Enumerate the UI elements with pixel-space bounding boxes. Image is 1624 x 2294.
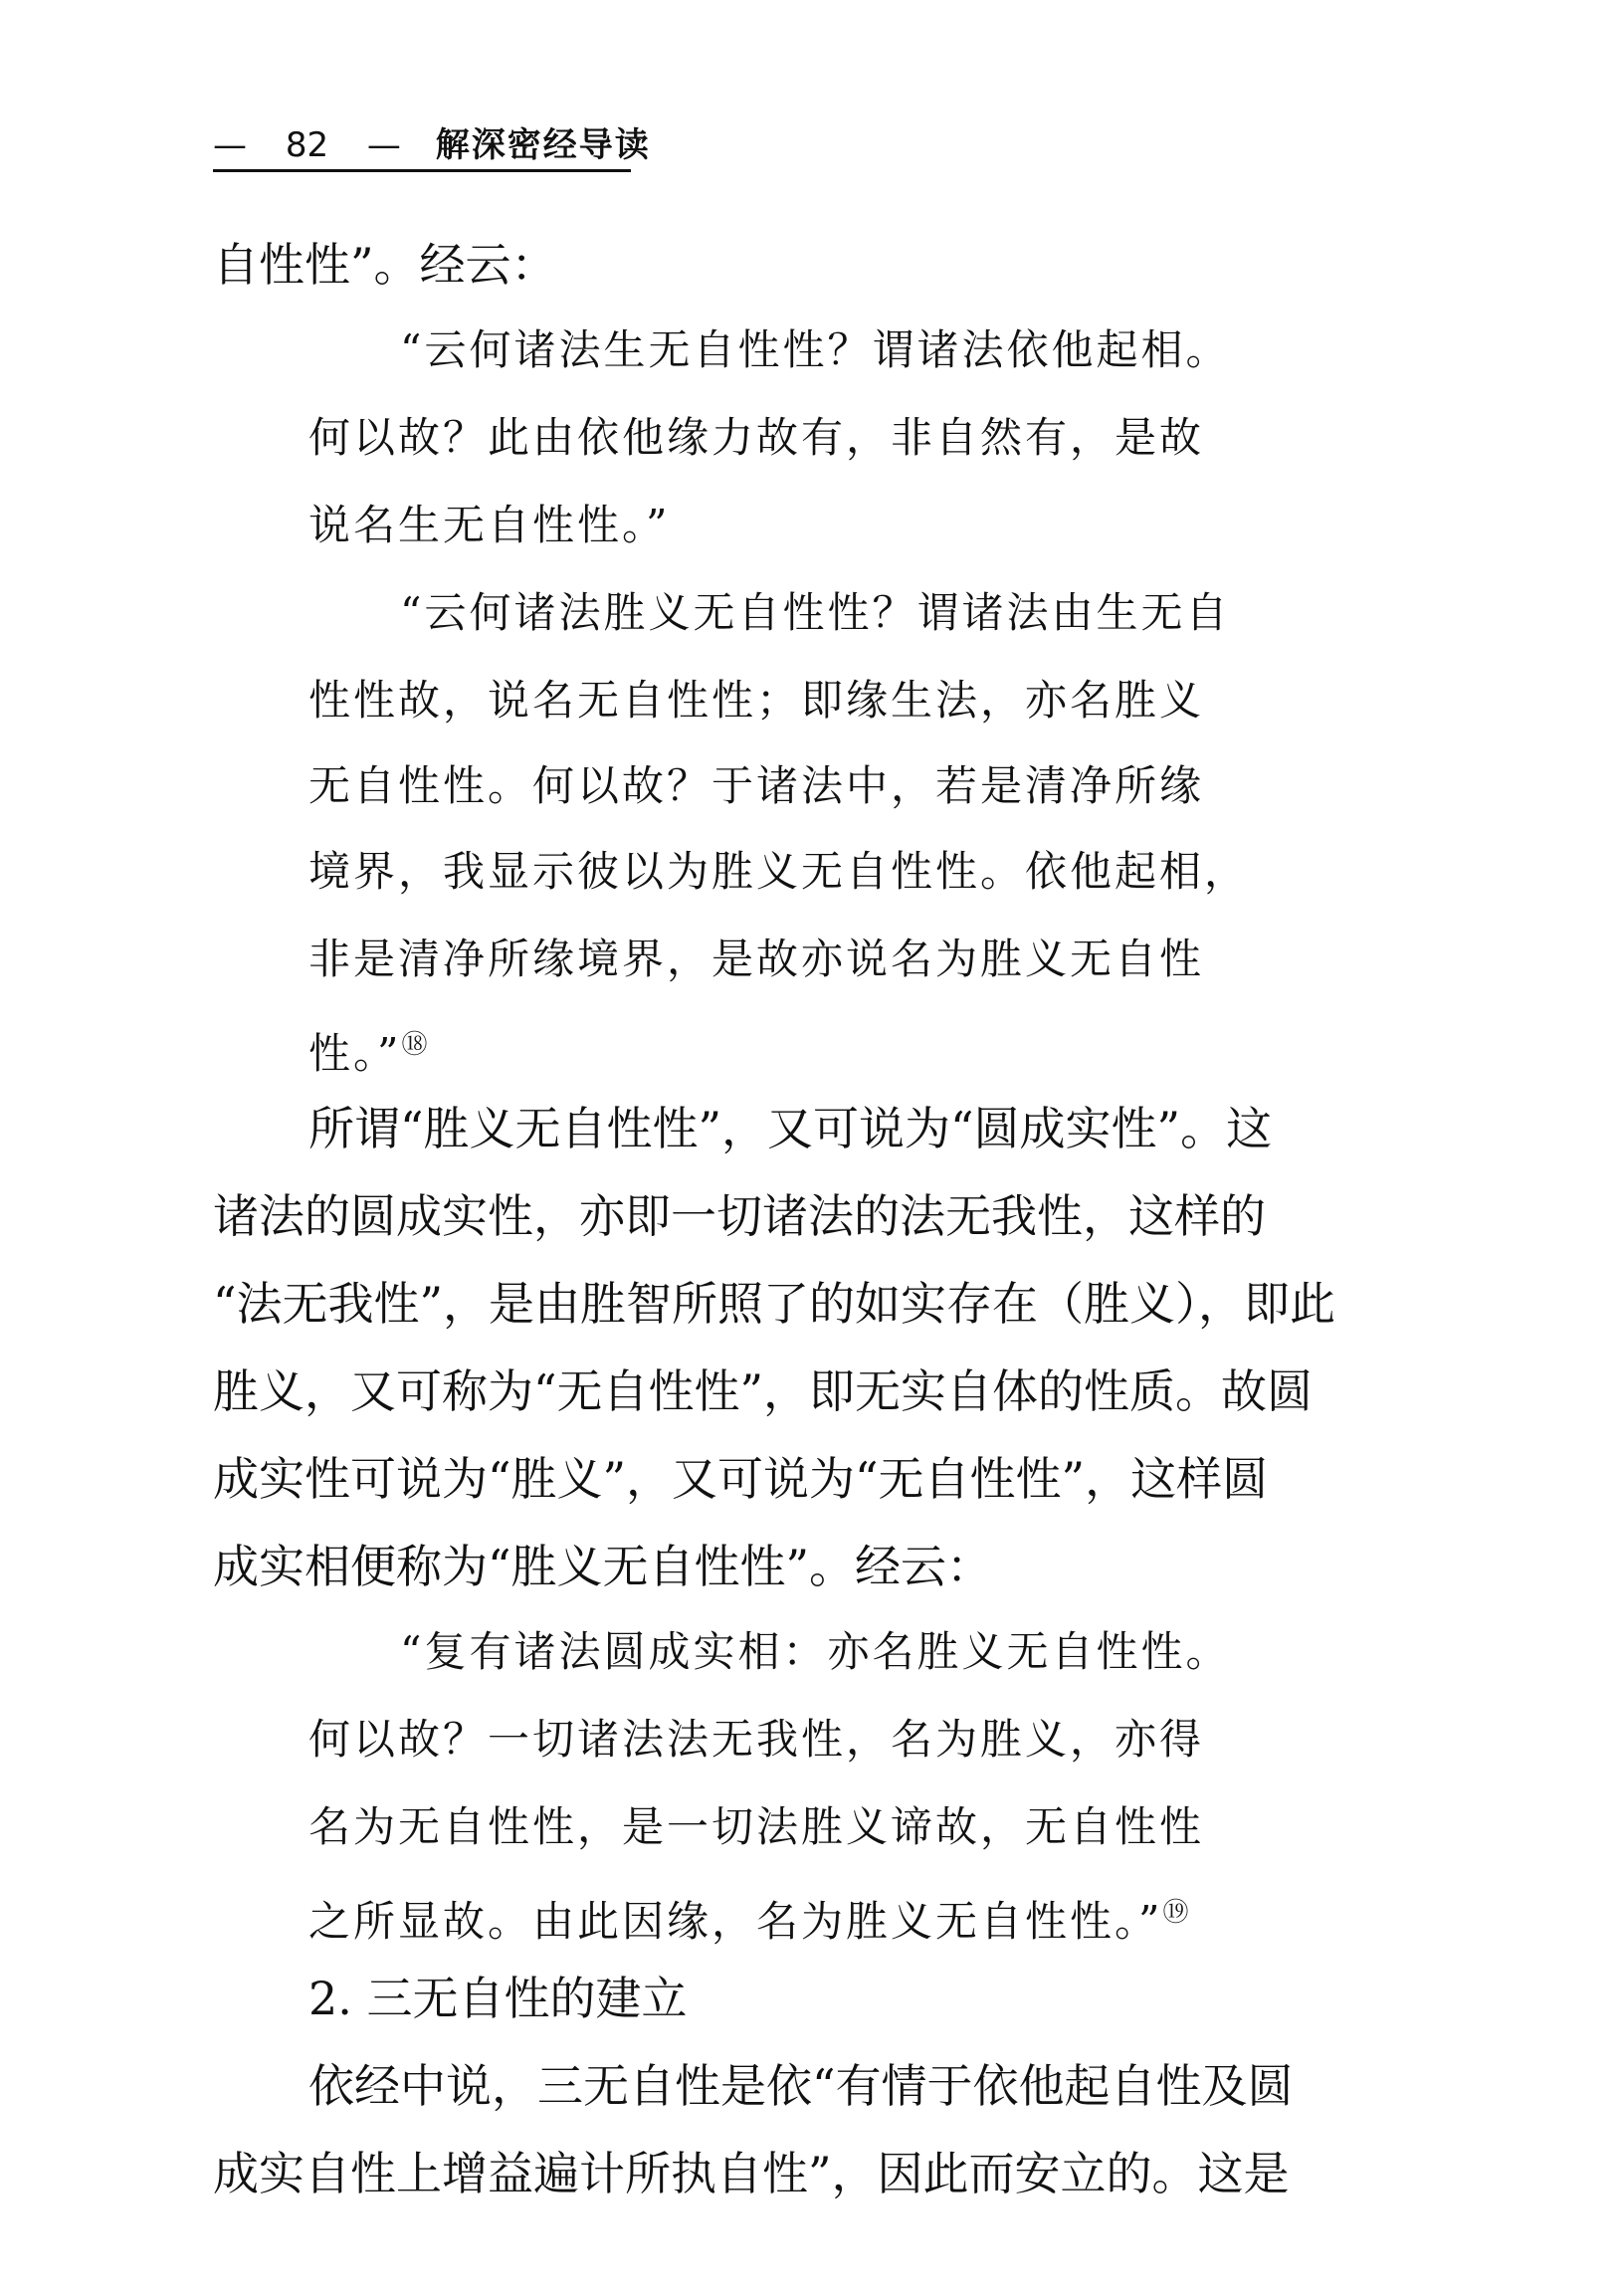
header-dash-left: — <box>213 125 247 165</box>
text-line: 成实自性上增益遍计所执自性”，因此而安立的。这是 <box>213 2147 1290 2200</box>
text-line: 自性性”。经云： <box>213 238 557 292</box>
quote-line: 境界，我显示彼以为胜义无自性性。依他起相， <box>308 847 1250 896</box>
footnote-marker: ⑲ <box>1162 1898 1192 1928</box>
text-line: 诸法的圆成实性，亦即一切诸法的法无我性，这样的 <box>213 1189 1266 1243</box>
quote-line: 说名生无自性性。” <box>308 501 671 549</box>
footnote-marker: ⑱ <box>401 1030 431 1060</box>
quote-line: 非是清净所缘境界，是故亦说名为胜义无自性 <box>308 935 1205 983</box>
quote-line: 名为无自性性，是一切法胜义谛故，无自性性 <box>308 1802 1205 1851</box>
quote-line: 无自性性。何以故？于诸法中，若是清净所缘 <box>308 761 1205 810</box>
quote-line: 何以故？一切诸法法无我性，名为胜义，亦得 <box>308 1715 1205 1764</box>
quote-line: “云何诸法胜义无自性性？谓诸法由生无自 <box>400 588 1231 637</box>
running-header <box>213 125 651 172</box>
quote-line: 性。”⑱ <box>308 1029 431 1078</box>
text-line: 成实性可说为“胜义”，又可说为“无自性性”，这样圆 <box>213 1452 1269 1506</box>
text-line: 成实相便称为“胜义无自性性”。经云： <box>213 1540 993 1593</box>
text-line: 胜义，又可称为“无自性性”，即无实自体的性质。故圆 <box>213 1364 1314 1418</box>
header-dash-right: — <box>366 125 401 165</box>
quote-line: “云何诸法生无自性性？谓诸法依他起相。 <box>400 325 1231 374</box>
quote-line: 之所显故。由此因缘，名为胜义无自性性。”⑲ <box>308 1897 1192 1946</box>
quote-line: “复有诸法圆成实相：亦名胜义无自性性。 <box>400 1627 1231 1676</box>
quote-line: 何以故？此由依他缘力故有，非自然有，是故 <box>308 413 1205 462</box>
section-heading: 2. 三无自性的建立 <box>308 1972 688 2025</box>
page-number: 82 <box>285 125 329 165</box>
quote-line: 性性故，说名无自性性；即缘生法，亦名胜义 <box>308 676 1205 725</box>
text-line: 依经中说，三无自性是依“有情于依他起自性及圆 <box>308 2059 1294 2113</box>
text-line: 所谓“胜义无自性性”，又可说为“圆成实性”。这 <box>308 1102 1273 1155</box>
book-title: 解深密经导读 <box>435 125 651 165</box>
text-line: “法无我性”，是由胜智所照了的如实存在（胜义），即此 <box>213 1277 1336 1331</box>
